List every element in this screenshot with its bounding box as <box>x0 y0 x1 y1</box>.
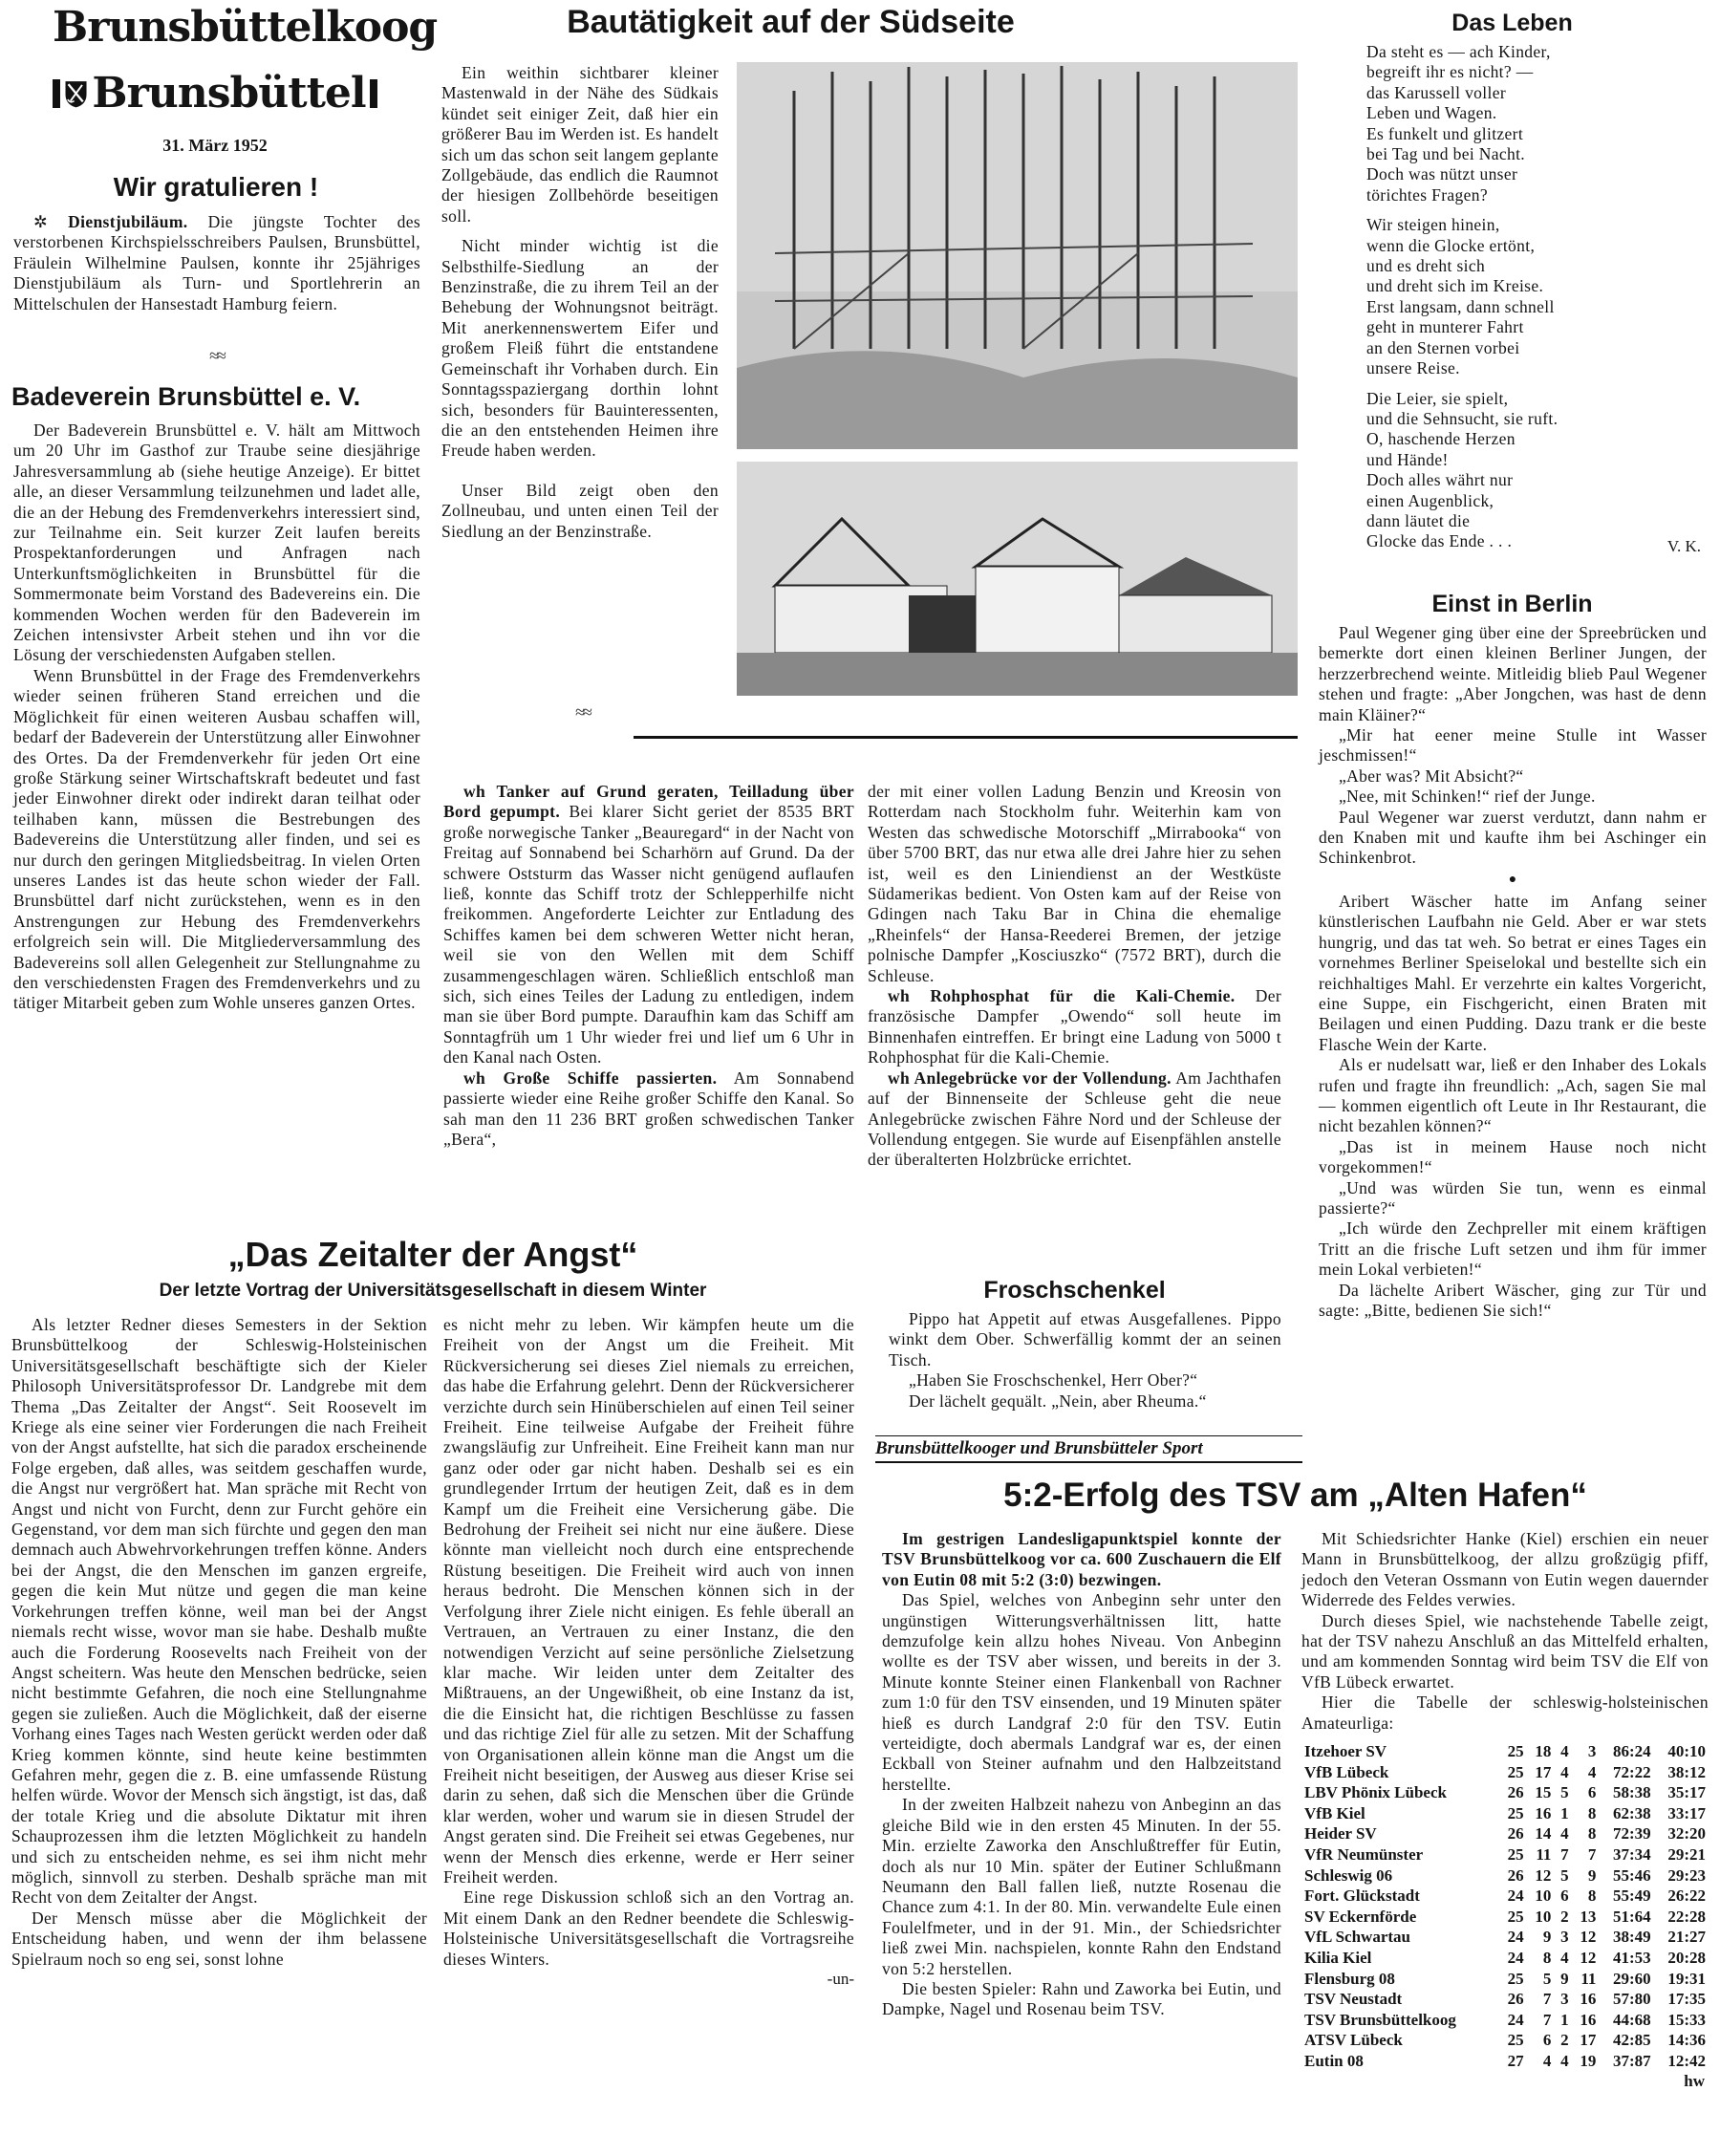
table-cell: 4 <box>1560 2051 1569 2070</box>
table-cell: 2 <box>1560 1907 1569 1926</box>
table-row <box>1301 1907 1709 1928</box>
banner-ribbon-left <box>53 79 60 108</box>
frosch-heading: Froschschenkel <box>983 1277 1166 1304</box>
bautaetigkeit-heading: Bautätigkeit auf der Südseite <box>567 4 1015 40</box>
table-cell: 9 <box>1560 1969 1569 1988</box>
table-cell: 58:38 <box>1613 1783 1651 1802</box>
team-name: ATSV Lübeck <box>1304 2031 1403 2050</box>
table-cell: 51:64 <box>1613 1907 1651 1926</box>
table-cell: 4 <box>1587 1762 1597 1781</box>
banner-ribbon-right <box>370 79 377 108</box>
team-name: Kilia Kiel <box>1304 1949 1372 1967</box>
table-cell: 29:23 <box>1667 1865 1706 1885</box>
berlin-article <box>1319 623 1707 1321</box>
table-cell: 26 <box>1507 1783 1524 1802</box>
table-cell: 38:49 <box>1613 1928 1651 1947</box>
table-row <box>1301 2010 1709 2031</box>
poem-stanza: Die Leier, sie spielt, und die Sehnsucht, sie ruft. O, haschende Herzen und Hände! Doch alles währt nur einen Augenblick, dann läutet die Glocke das Ende . . . <box>1366 388 1559 551</box>
table-cell: 15:33 <box>1667 2010 1706 2029</box>
table-cell: 4 <box>1560 1824 1569 1843</box>
table-cell: 24 <box>1507 1949 1524 1967</box>
table-cell: 33:17 <box>1667 1803 1706 1822</box>
paragraph: Nicht minder wichtig ist die Selbsthilfe-Siedlung an der Benzinstraße, die zu ihrem Teil an der Behebung der Wohnungsnot beiträgt. Mit anerkennenswertem Eifer und großem Fleiß führt die entstandene Gemeinschaft ihr Vorhaben durch. Ein Sonntagsspaziergang dorthin lohnt sich, besonders für Bauinteressenten, die an den entstehenden Heimen ihre Freude haben werden. <box>441 236 719 461</box>
table-cell: 3 <box>1587 1742 1597 1761</box>
paragraph: In der zweiten Halbzeit nahezu von Anbeginn an das gleiche Bild wie in den ersten 45 Minuten. In der 55. Min. erzielte Zaworka den Anschlußtreffer für Eutin, doch als nur 10 Min. später der Eutiner Schlußmann Neumann den Ball fallen ließ, nutzte Rosenau die Chance zum 4:1. In der 80. Min. verwandelte Eule einen Foulelfmeter, und in der 91. Min., der Schiedsrichter ließ zwei Min. nachspielen, konnte Rahn den Endstand von 5:2 herstellen. <box>882 1795 1281 1978</box>
table-cell: 16 <box>1535 1803 1552 1822</box>
gratulieren-article <box>13 212 420 314</box>
table-cell: 7 <box>1542 1990 1552 2009</box>
paragraph: Ein weithin sichtbarer kleiner Mastenwald in der Nähe des Südkais kündet seit einiger Zeit, daß hier ein größerer Bau im Werden ist. Es handelt sich um das schon seit langem geplante Zollgebäude, das endlich die Raumnot der hiesigen Zollbehörde beseitigen soll. <box>441 63 719 226</box>
table-cell: 62:38 <box>1613 1803 1651 1822</box>
paragraph: „Aber was? Mit Absicht?“ <box>1339 765 1524 786</box>
table-cell: 55:49 <box>1613 1886 1651 1906</box>
table-cell: 24 <box>1507 2010 1524 2029</box>
table-cell: 13 <box>1580 1907 1597 1926</box>
table-cell: 11 <box>1536 1845 1552 1865</box>
gratulieren-lead: Dienstjubiläum. <box>68 212 188 231</box>
poem-stanza: Wir steigen hinein, wenn die Glocke ertönt, und es dreht sich und dreht sich im Kreise. Erst langsam, dann schnell geht in munterer Fahrt an den Sternen vorbei unsere Reise. <box>1366 215 1555 378</box>
table-cell: 7 <box>1560 1845 1569 1865</box>
horizontal-rule <box>634 736 1298 739</box>
sport-banner: Brunsbüttelkooger und Brunsbütteler Sport <box>875 1435 1302 1463</box>
news-text: Bei klarer Sicht geriet der 8535 BRT große norwegische Tanker „Beauregard“ in der Nacht von Freitag auf Sonnabend bei Scharhörn auf Grund. Da der schwere Oststurm das Wasser nicht genügend auflaufen ließ, konnte das Schiff trotz der Schlepperhilfe nicht freikommen. Angeforderte Leichter zur Entladung des Schiffes kamen bei dem schweren Wetter nicht heran, weil sie von den Wellen mit dem Schiff zusammengeschlagen wären. Schließlich entschloß man sich, sich eines Teiles der Ladung zu entledigen, indem man sie über Bord pumpte. Daraufhin kam das Schiff am Sonntagfrüh um 1 Uhr wieder frei und lief um 6 Uhr in den Kanal nach Osten. <box>443 802 854 1067</box>
team-name: Fort. Glückstadt <box>1304 1886 1420 1906</box>
league-table <box>1301 1741 1709 2072</box>
table-cell: 16 <box>1580 1990 1597 2009</box>
table-cell: 4 <box>1560 1762 1569 1781</box>
table-cell: 72:22 <box>1613 1762 1651 1781</box>
table-cell: 1 <box>1560 2010 1569 2029</box>
table-cell: 3 <box>1560 1928 1569 1947</box>
das-leben-heading: Das Leben <box>1451 10 1573 36</box>
table-cell: 9 <box>1587 1865 1597 1885</box>
badeverein-heading: Badeverein Brunsbüttel e. V. <box>11 382 361 411</box>
paragraph: es nicht mehr zu leben. Wir kämpfen heute um die Freiheit von der Angst um die Freiheit. Mit Rückversicherung sei dieses Ziel niemals zu erreichen, das habe die Erfahrung gelehrt. Denn der Rückversicherer verzichte durch sein Hinüberschielen auf einen Teil seiner Freiheit. Eine teilweise Aufgabe der Freiheit führe zwangsläufig zur Unfreiheit. Eine Freiheit kann man nur ganz oder oder gar nicht haben. Deshalb sei es ein grundlegender Irrtum der heutigen Zeit, daß es in dem Kampf um die Freiheit eine Versicherung gäbe. Die Bedrohung der Freiheit sei nicht nur eine äußere. Diese könnte man vielleicht noch durch eine entsprechende Rüstung beseitigen. Die Freiheit wird auch von innen heraus bedroht. Die Menschen können sich in der Verfolgung ihrer Ziele nicht einigen. Es fehle überall an Vertrauen, an Vertrauen zu einer Instanz, die den notwendigen Verzicht auf seine persönliche Zielsetzung klar mache. Wir leiden unter dem Zeitalter des Mißtrauens, an der Ungewißheit, ob eine Instanz da ist, die die Einsicht hat, die richtigen Beschlüsse zu fassen und das richtige Ziel für alle zu setzen. Mit der Schaffung von Organisationen allein könne man die Angst um die Freiheit nicht beseitigen, der Ausweg aus dieser Krise sei darin zu sehen, daß sich die Menschen über die Gründe klar werden, woher und warum sie in diesen Strudel der Angst geraten sind. Die Freiheit sei etwas Gegebenes, nur wenn der Mensch dies erkenne, werde er Herr seiner Freiheit werden. <box>443 1315 854 1886</box>
team-name: Itzehoer SV <box>1304 1742 1387 1761</box>
news-text: Der französische Dampfer „Owendo“ soll heute im Binnenhafen eintreffen. Er bringt eine Ladung von 5000 t Rohphosphat für die Kali-Chemie. <box>868 986 1281 1067</box>
frosch-article <box>889 1309 1281 1412</box>
table-cell: 27 <box>1507 2051 1524 2070</box>
divider-wave-icon: ≈≈ <box>575 702 591 722</box>
table-cell: 25 <box>1507 2031 1524 2050</box>
table-cell: 16 <box>1580 2010 1597 2029</box>
hafen-news-col2 <box>868 782 1281 1171</box>
table-cell: 19:31 <box>1667 1969 1706 1988</box>
table-row <box>1301 2030 1709 2051</box>
paragraph: Aribert Wäscher hatte im Anfang seiner künstlerischen Laufbahn nie Geld. Aber er war stets hungrig, und das tat weh. So betrat er eines Tages ein vornehmes Berliner Speiselokal und bestellte sich ein reichhaltiges Mahl. Er verzehrte ein kaltes Vorgericht, eine Suppe, ein Fischgericht, einen Braten mit Beilagen und einen Pudding. Dazu trank er die beste Flasche Wein der Karte. <box>1319 891 1707 1054</box>
table-cell: 5 <box>1560 1783 1569 1802</box>
table-row <box>1301 1844 1709 1865</box>
table-row <box>1301 1782 1709 1803</box>
paragraph: Pippo hat Appetit auf etwas Ausgefallenes. Pippo winkt dem Ober. Schwerfällig kommt der an seinen Tisch. <box>889 1309 1281 1369</box>
table-row <box>1301 1886 1709 1907</box>
table-cell: 37:34 <box>1613 1845 1651 1865</box>
table-cell: 42:85 <box>1613 2031 1651 2050</box>
table-cell: 12:42 <box>1667 2051 1706 2070</box>
team-name: TSV Brunsbüttelkoog <box>1304 2010 1456 2029</box>
table-cell: 15 <box>1535 1783 1552 1802</box>
table-cell: 8 <box>1542 1949 1552 1967</box>
news-lead: wh Anlegebrücke vor der Vollendung. <box>888 1067 1172 1088</box>
paragraph: „Das ist in meinem Hause noch nicht vorgekommen!“ <box>1319 1136 1707 1177</box>
masthead-title-brunsbuettelkoog: Brunsbüttelkoog <box>53 3 438 52</box>
table-cell: 21:27 <box>1667 1928 1706 1947</box>
star-icon: ✲ <box>33 212 69 231</box>
table-cell: 19 <box>1580 2051 1597 2070</box>
sport-col2 <box>1301 1529 1709 2091</box>
table-cell: 5 <box>1542 1969 1552 1988</box>
table-row <box>1301 1927 1709 1948</box>
table-cell: 6 <box>1542 2031 1552 2050</box>
team-name: VfB Kiel <box>1304 1803 1365 1822</box>
table-cell: 38:12 <box>1667 1762 1706 1781</box>
bautaetigkeit-article <box>441 63 719 542</box>
table-cell: 14 <box>1535 1824 1552 1843</box>
team-name: TSV Neustadt <box>1304 1990 1403 2009</box>
table-row <box>1301 1969 1709 1990</box>
table-row <box>1301 1823 1709 1844</box>
table-cell: 40:10 <box>1667 1742 1706 1761</box>
issue-date: 31. März 1952 <box>162 136 268 155</box>
sport-heading: 5:2-Erfolg des TSV am „Alten Hafen“ <box>1003 1477 1587 1514</box>
angst-subheading: Der letzte Vortrag der Universitätsgesellschaft in diesem Winter <box>159 1281 707 1301</box>
paragraph: Der lächelt gequält. „Nein, aber Rheuma.“ <box>909 1391 1207 1411</box>
table-cell: 4 <box>1542 2051 1552 2070</box>
team-name: LBV Phönix Lübeck <box>1304 1783 1447 1802</box>
paragraph: Da lächelte Aribert Wäscher, ging zur Tür und sagte: „Bitte, bedienen Sie sich!“ <box>1319 1280 1707 1320</box>
table-cell: 12 <box>1535 1865 1552 1885</box>
photo-customs-building-construction <box>737 62 1298 449</box>
news-text: Am Jachthafen auf der Binnenseite der Schleuse geht die neue Anlegebrücke zwischen Fähre Nord und der Schleuse der Vollendung entgegen. Sie wurde auf Eisenpfählen anstelle der überalterten Holzbrücke errichtet. <box>868 1067 1281 1170</box>
paragraph: Die besten Spieler: Rahn und Zaworka bei Eutin, und Dampke, Nagel und Rosenau beim TSV. <box>882 1978 1281 2019</box>
table-cell: 8 <box>1587 1824 1597 1843</box>
table-cell: 29:21 <box>1667 1845 1706 1865</box>
paragraph: Unser Bild zeigt oben den Zollneubau, und unten einen Teil der Siedlung an der Benzinstraße. <box>441 480 719 541</box>
paragraph: Mit Schiedsrichter Hanke (Kiel) erschien ein neuer Mann in Brunsbüttelkoog, der allzu großzügig pfiff, jedoch den Veteran Ossmann von Eutin wegen dauernder Widerrede des Feldes verwies. <box>1301 1529 1709 1610</box>
news-text: der mit einer vollen Ladung Benzin und Kreosin von Rotterdam nach Stockholm fuhr. Weiterhin kam von Westen das schwedische Motorschiff „Mirrabooka“ von über 5700 BRT, das nur etwa alle drei Jahre hier zu sehen ist, weil es den Liniendienst an der Westküste Südamerikas bedient. Von Osten kam auf der Reise von Gdingen nach Taku Bar in China die ehemalige „Rheinfels“ der Hansa-Reederei Bremen, der jetzige polnische Dampfer „Kosciuszko“ (7572 BRT), durch die Schleuse. <box>868 782 1281 985</box>
team-name: SV Eckernförde <box>1304 1907 1417 1926</box>
table-cell: 18 <box>1535 1742 1552 1761</box>
divider-dot: ● <box>1508 872 1517 887</box>
table-cell: 2 <box>1560 2031 1569 2050</box>
team-name: VfL Schwartau <box>1304 1928 1410 1947</box>
news-lead: wh Tanker auf Grund geraten, Teilladung über Bord gepumpt. <box>443 782 854 822</box>
table-cell: 26 <box>1507 1990 1524 2009</box>
paragraph: Der Badeverein Brunsbüttel e. V. hält am Mittwoch um 20 Uhr im Gasthof zur Traube seine diesjährige Jahresversammlung ab (siehe heutige Anzeige). Er bittet alle, an dieser Versammlung teilzunehmen und ladet alle, die an der Hebung des Fremdenverkehrs interessiert sind, zur Teilnahme ein. Seit kurzer Zeit laufen bereits Prospektanforderungen und Anfragen nach Unterkunftsmöglichkeiten in Brunsbüttel für die Sommermonate beim Vorstand des Badevereins ein. Die kommenden Wochen werden für den Badeverein im Zeichen intensivster Arbeit stehen und ihn vor die Lösung der verschiedensten Aufgaben stellen. <box>13 420 420 665</box>
table-cell: 72:39 <box>1613 1824 1651 1843</box>
angst-heading: „Das Zeitalter der Angst“ <box>227 1235 638 1274</box>
table-cell: 26 <box>1507 1865 1524 1885</box>
table-cell: 7 <box>1542 2010 1552 2029</box>
angst-col1 <box>11 1315 427 1970</box>
table-cell: 3 <box>1560 1990 1569 2009</box>
table-row <box>1301 1865 1709 1886</box>
table-cell: 6 <box>1560 1886 1569 1906</box>
news-lead: wh Große Schiffe passierten. <box>463 1067 718 1088</box>
divider-wave-icon: ≈≈ <box>209 346 225 365</box>
photo-settlement-benzinstrasse <box>737 462 1298 696</box>
table-cell: 8 <box>1587 1803 1597 1822</box>
table-cell: 10 <box>1535 1907 1552 1926</box>
paragraph: Als letzter Redner dieses Semesters in der Sektion Brunsbüttelkoog der Schleswig-Holsteinischen Universitätsgesellschaft beschäftigte sich der Kieler Philosoph Universitätsprofessor Dr. Landgrebe mit dem Thema „Das Zeitalter der Angst“. Seit Roosevelt im Kriege als eine seiner vier Forderungen die nach Freiheit von der Angst aufstellte, hat sich die paradox erscheinende Folge ergeben, daß alles, was seitdem geschaffen wurde, die Angst nur vergrößert hat. Man spräche mit Recht von Angst und nicht von Furcht, denn zur Furcht gehöre ein Gegenstand, vor dem man sich fürchte und gegen den man demnach auch Abwehrvorkehrungen treffen könne. Anders bei der Angst, die den Menschen im ganzen ergreife, gegen die kein Mut nütze und gegen die man keine Vorkehrungen treffen könne, weil man bei der Angst niemals recht wisse, wovor man sie habe. Deshalb mußte auch die Forderung Roosevelts nach Freiheit von der Angst scheitern. Was heute den Menschen bedrücke, seien nicht bestimmte Gefahren, die noch eine Stellungnahme gegen sie zuließen. Auch die Möglichkeit, daß der eiserne Vorhang eines Tages nach Westen gerückt werden oder daß Krieg kommen könnte, sind heute keine bestimmten Gefahren mehr, gegen die z. B. eine umfassende Rüstung helfen würde. Wovor der Mensch sich ängstigt, ist das, daß der totale Krieg und die absolute Diktatur mit ihren Schauprozessen ihm die letzten Möglichkeit zu handeln und sich zu entscheiden nehme, es sei ihm nicht mehr möglich, sinnvoll zu sterben. Deshalb spräche man mit Recht von dem Zeitalter der Angst. <box>11 1315 427 1908</box>
table-cell: 25 <box>1507 1907 1524 1926</box>
table-cell: 26:22 <box>1667 1886 1706 1906</box>
news-text: Am Sonnabend passierte wieder eine Reihe großer Schiffe den Kanal. So sah man den 11 236 BRT großen schwedischen Tanker „Bera“, <box>443 1067 854 1149</box>
badeverein-article <box>13 420 420 1014</box>
gratulieren-text: Die jüngste Tochter des verstorbenen Kirchspielsschreibers Paulsen, Brunsbüttel, Fräulein Wilhelmine Paulsen, konnte ihr 25jähriges Dienstjubiläum als Turn- und Sportlehrerin an Mittelschulen der Hansestadt Hamburg feiern. <box>13 212 420 313</box>
paragraph: Paul Wegener war zuerst verdutzt, dann nahm er den Knaben mit und kaufte ihm bei Aschinger ein Schinkenbrot. <box>1319 807 1707 868</box>
table-cell: 35:17 <box>1667 1783 1706 1802</box>
table-cell: 4 <box>1560 1742 1569 1761</box>
table-cell: 37:87 <box>1613 2051 1651 2070</box>
table-cell: 25 <box>1507 1742 1524 1761</box>
table-cell: 32:20 <box>1667 1824 1706 1843</box>
table-cell: 12 <box>1580 1949 1597 1967</box>
team-name: Flensburg 08 <box>1304 1969 1395 1988</box>
table-cell: 55:46 <box>1613 1865 1651 1885</box>
paragraph: Hier die Tabelle der schleswig-holsteinischen Amateurliga: <box>1301 1692 1709 1733</box>
table-cell: 41:53 <box>1613 1949 1651 1967</box>
table-cell: 29:60 <box>1613 1969 1651 1988</box>
paragraph: Eine rege Diskussion schloß sich an den Vortrag an. Mit einem Dank an den Redner beendete die Schleswig-Holsteinische Universitätsgesellschaft die Vortragsreihe dieses Winters. <box>443 1887 854 1969</box>
table-row <box>1301 2051 1709 2072</box>
table-row <box>1301 1989 1709 2010</box>
team-name: VfB Lübeck <box>1304 1762 1389 1781</box>
sport-signature: hw <box>1684 2071 1705 2090</box>
table-cell: 10 <box>1535 1886 1552 1906</box>
table-cell: 17 <box>1535 1762 1552 1781</box>
paragraph: Das Spiel, welches von Anbeginn sehr unter den ungünstigen Witterungsverhältnissen litt, hatte demzufolge kein allzu hohes Niveau. Von Anbeginn wollte es der TSV aber wissen, und bereits in der 3. Minute konnte Steiner einen Flankenball von Rachner zum 1:0 für den TSV einsenden, und 19 Minuten später hieß es durch Landgraf 2:0 für den TSV. Eutin verteidigte, doch abermals Landgraf war es, der einen Eckball von Steiner aufnahm und den Halbzeitstand herstellte. <box>882 1590 1281 1794</box>
paragraph: „Ich würde den Zechpreller mit einem kräftigen Tritt an die frische Luft setzen und ihm für immer mein Lokal verbieten!“ <box>1319 1218 1707 1280</box>
table-cell: 7 <box>1587 1845 1597 1865</box>
table-row <box>1301 1762 1709 1783</box>
table-cell: 57:80 <box>1613 1990 1651 2009</box>
angst-col2 <box>443 1315 854 1989</box>
table-cell: 6 <box>1587 1783 1597 1802</box>
sport-col1 <box>882 1529 1281 2020</box>
table-cell: 25 <box>1507 1803 1524 1822</box>
table-cell: 26 <box>1507 1824 1524 1843</box>
team-name: Heider SV <box>1304 1824 1377 1843</box>
news-lead: wh Rohphosphat für die Kali-Chemie. <box>888 986 1236 1006</box>
table-cell: 20:28 <box>1667 1949 1706 1967</box>
das-leben-poem <box>1366 42 1709 552</box>
masthead-title-brunsbuettel: Brunsbüttel <box>92 69 366 118</box>
table-cell: 17 <box>1580 2031 1597 2050</box>
paragraph: „Nee, mit Schinken!“ rief der Junge. <box>1339 787 1596 807</box>
team-name: Eutin 08 <box>1304 2051 1364 2070</box>
hafen-news-col1 <box>443 782 854 1150</box>
table-cell: 12 <box>1580 1928 1597 1947</box>
coat-of-arms-icon <box>64 55 88 132</box>
table-row <box>1301 1803 1709 1824</box>
poem-author: V. K. <box>1666 537 1701 555</box>
table-cell: 22:28 <box>1667 1907 1706 1926</box>
paragraph: Wenn Brunsbüttel in der Frage des Fremdenverkehrs wieder seinen früheren Stand erreichen und die Möglichkeit für einen weiteren Ausbau schaffen will, bedarf der Badeverein der Unterstützung aller Einwohner des Ortes. Da der Fremdenverkehr für jeden Ort eine große Stärkung seiner Wirtschaftskraft bedeutet und fast jeder Einwohner direkt oder indirekt daran teilhat oder teilhaben kann, müssen die Bestrebungen des Badevereins die Unterstützung aller finden, und sei es nur durch den geringen Mitgliedsbeitrag. In vielen Orten unseres Landes ist das heute schon wieder der Fall. Brunsbüttel darf nicht zurückstehen, wenn es in den Anstrengungen zur Hebung des Fremdenverkehrs erfolgreich sein will. Die Mitgliederversammlung des Badevereins soll allen Gelegenheit zur Stellungnahme zu den verschiedensten Fragen des Fremdenverkehrs und zu tätiger Mitarbeit geben zum Wohle unseres ganzen Ortes. <box>13 665 420 1013</box>
table-cell: 44:68 <box>1613 2010 1651 2029</box>
paragraph: Der Mensch müsse aber die Möglichkeit der Entscheidung haben, und wenn der ihm belassene Spielraum noch so eng sei, sonst lohne <box>11 1908 427 1969</box>
table-cell: 8 <box>1587 1886 1597 1906</box>
paragraph: „Mir hat eener meine Stulle int Wasser jeschmissen!“ <box>1319 725 1707 765</box>
sport-intro: Im gestrigen Landesligapunktspiel konnte der TSV Brunsbüttelkoog vor ca. 600 Zuschauern die Elf von Eutin 08 mit 5:2 (3:0) bezwingen. <box>882 1529 1281 1589</box>
paragraph: Durch dieses Spiel, wie nachstehende Tabelle zeigt, hat der TSV nahezu Anschluß an das Mittelfeld erhalten, und am kommenden Sonntag wird beim TSV die Elf von VfB Lübeck erwartet. <box>1301 1610 1709 1692</box>
table-cell: 24 <box>1507 1886 1524 1906</box>
table-cell: 5 <box>1560 1865 1569 1885</box>
paragraph: „Haben Sie Froschschenkel, Herr Ober?“ <box>909 1370 1198 1391</box>
table-row <box>1301 1741 1709 1762</box>
table-cell: 14:36 <box>1667 2031 1706 2050</box>
table-row <box>1301 1948 1709 1969</box>
table-cell: 11 <box>1580 1969 1597 1988</box>
table-cell: 9 <box>1542 1928 1552 1947</box>
berlin-heading: Einst in Berlin <box>1431 591 1593 617</box>
paragraph: Paul Wegener ging über eine der Spreebrücken und bemerkte dort einen kleinen Berliner Jungen, der herzzerbrechend weinte. Mitleidig blieb Paul Wegener stehen und fragte: „Aber Jongchen, was hast de denn main Kläiner?“ <box>1319 623 1707 724</box>
team-name: Schleswig 06 <box>1304 1865 1393 1885</box>
masthead <box>53 3 438 132</box>
team-name: VfR Neumünster <box>1304 1845 1424 1865</box>
angst-signature: -un- <box>827 1970 854 1988</box>
table-cell: 4 <box>1560 1949 1569 1967</box>
table-cell: 25 <box>1507 1762 1524 1781</box>
table-cell: 17:35 <box>1667 1990 1706 2009</box>
table-cell: 25 <box>1507 1845 1524 1865</box>
poem-stanza: Da steht es — ach Kinder, begreift ihr es nicht? — das Karussell voller Leben und Wagen. Es funkelt und glitzert bei Tag und bei Nacht. Doch was nützt unser törichtes Fragen? <box>1366 42 1551 205</box>
table-cell: 25 <box>1507 1969 1524 1988</box>
table-cell: 1 <box>1560 1803 1569 1822</box>
paragraph: „Und was würden Sie tun, wenn es einmal passierte?“ <box>1319 1177 1707 1218</box>
table-cell: 24 <box>1507 1928 1524 1947</box>
table-cell: 86:24 <box>1613 1742 1651 1761</box>
gratulieren-heading: Wir gratulieren ! <box>113 172 319 202</box>
paragraph: Als er nudelsatt war, ließ er den Inhaber des Lokals rufen und fragte ihn freundlich: „Ach, sagen Sie mal — kommen eigentlich oft Leute in Ihr Restaurant, die nicht bezahlen können?“ <box>1319 1055 1707 1136</box>
